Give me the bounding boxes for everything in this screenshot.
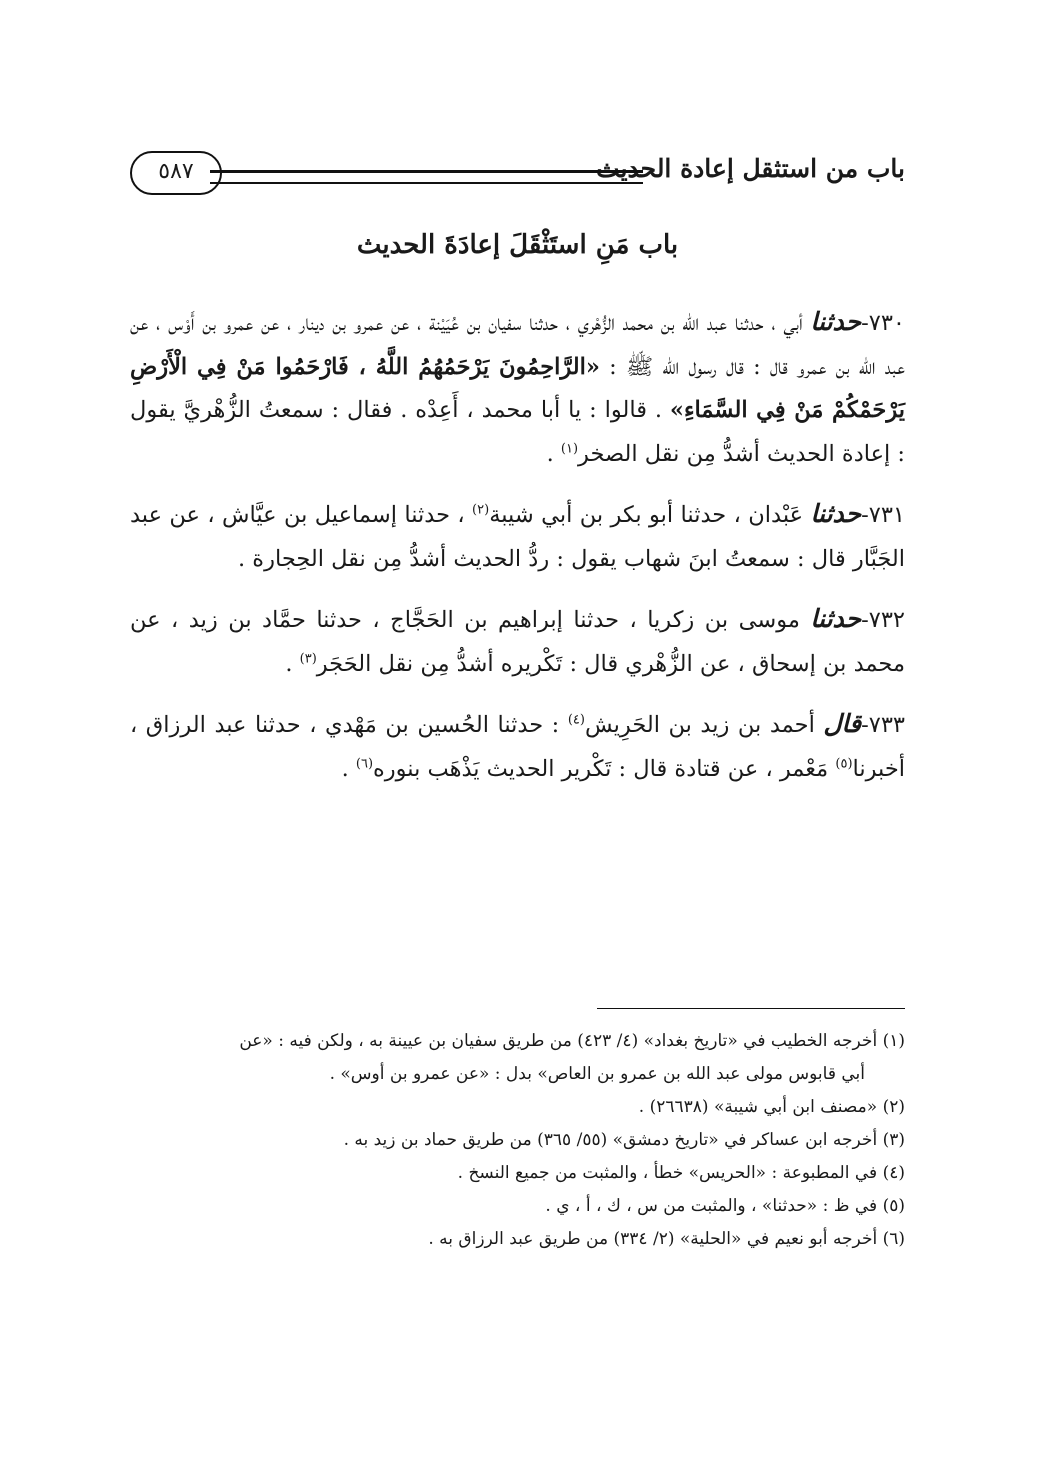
footnote [130, 1223, 905, 1256]
footnote-marker: (٤) [882, 1163, 905, 1183]
chapter-title: باب مَنِ استَثْقَلَ إعادَةَ الحديث [356, 230, 679, 260]
hadith-lead-word: حدثنا [810, 499, 862, 528]
hadith-text: ، حدثنا إسماعيل بن عيَّاش ، عن عبد الجَبَّار قال : سمعتُ ابنَ شهاب يقول : ردُّ الحديث أشدُّ مِن نقل الحِجارة . [130, 502, 905, 572]
footnote-ref: (٢) [472, 502, 490, 518]
hadith-text: . [341, 755, 356, 782]
footnote [130, 1190, 905, 1223]
hadith-text: . [546, 440, 561, 467]
footnote [130, 1157, 905, 1190]
running-header [130, 148, 905, 198]
page-number: ٥٨٧ [158, 159, 194, 184]
hadith-number: ٧٣٣- [861, 712, 905, 738]
hadith-text: موسى بن زكريا ، حدثنا إبراهيم بن الحَجَّاج ، حدثنا حمَّاد بن زيد ، عن محمد بن إسحاق ، عن الزُّهْري قال : تَكْريره أشدُّ مِن نقل الحَجَر [130, 607, 905, 677]
footnote-marker: (٥) [882, 1196, 905, 1216]
hadith-lead-word: قال [823, 709, 862, 738]
hadith-number: ٧٣٠- [861, 310, 905, 336]
footnote-marker: (٣) [882, 1130, 905, 1150]
footnote-marker: (١) [882, 1031, 905, 1051]
footnotes [130, 1025, 905, 1256]
hadith-lead-word: حدثنا [810, 307, 862, 336]
footnote-text: أخرجه الخطيب في «تاريخ بغداد» (٤/ ٤٢٣) من طريق سفيان بن عيينة به ، ولكن فيه : «عن [239, 1031, 883, 1051]
hadith-text: : حدثنا الحُسين بن مَهْدي ، حدثنا عبد الرزاق ، أخبرنا [130, 712, 905, 782]
hadith-text: مَعْمر ، عن قتادة قال : تَكْرير الحديث يَذْهَب بنوره [373, 755, 836, 782]
footnote-ref: (٤) [567, 712, 585, 728]
main-text [130, 300, 905, 807]
hadith-text: عَبْدان ، حدثنا أبو بكر بن أبي شيبة [489, 502, 811, 528]
footnote [130, 1124, 905, 1157]
footnote-ref: (١) [560, 441, 579, 456]
page-number-badge [130, 151, 222, 195]
footnote-marker: (٢) [882, 1097, 905, 1117]
hadith-text: أحمد بن زيد بن الحَرِيش [584, 712, 824, 738]
footnote [130, 1091, 905, 1124]
header-rule [210, 170, 643, 184]
footnote [130, 1025, 905, 1058]
footnote-text: في المطبوعة : «الحريس» خطأ ، والمثبت من جميع النسخ . [457, 1163, 883, 1183]
footnote-continuation: أبي قابوس مولى عبد الله بن عمرو بن العاص» بدل : «عن عمرو بن أوس» . [329, 1064, 865, 1084]
hadith-number: ٧٣٢- [861, 607, 905, 633]
hadith-text: . قالوا : يا أبا محمد ، أَعِدْه . فقال : سمعتُ الزُّهْريَّ يقول : إعادة الحديث أشدُّ مِن نقل الصخر [130, 397, 905, 467]
hadith-paragraph [130, 492, 905, 581]
footnote-separator [597, 1008, 905, 1009]
hadith-text: أبي ، حدثنا عبد الله بن محمد الزُّهْري ، حدثنا سفيان بن عُيَيْنة ، عن عمرو بن دينار ، عن عمرو بن أَوْس ، عن عبد الله بن عمرو قال : قال رسول الله ﷺ : [130, 310, 905, 380]
footnote-text: «مصنف ابن أبي شيبة» (٢٦٦٣٨) . [638, 1097, 883, 1117]
hadith-paragraph [130, 300, 905, 476]
footnote-ref: (٦) [355, 756, 374, 771]
footnote-text: أخرجه ابن عساكر في «تاريخ دمشق» (٥٥/ ٣٦٥) من طريق حماد بن زيد به . [343, 1130, 883, 1150]
footnote-ref: (٥) [835, 756, 853, 771]
prophetic-quote: «الرَّاحِمُونَ يَرْحَمُهُمُ اللَّهُ ، فَارْحَمُوا مَنْ فِي الْأَرْضِ يَرْحَمْكُمْ مَنْ فِي السَّمَاءِ» [130, 353, 905, 423]
running-title: باب من استثقل إعادة الحديث [596, 154, 905, 183]
hadith-text: . [285, 650, 300, 677]
footnote-text: في ظ : «حدثنا» ، والمثبت من س ، ك ، أ ، ي . [545, 1196, 883, 1216]
hadith-number: ٧٣١- [861, 502, 906, 528]
footnote-ref: (٣) [299, 651, 317, 666]
footnote-text: أخرجه أبو نعيم في «الحلية» (٢/ ٣٣٤) من طريق عبد الرزاق به . [428, 1229, 883, 1249]
hadith-lead-word: حدثنا [810, 604, 862, 633]
hadith-paragraph [130, 702, 905, 791]
hadith-paragraph [130, 597, 905, 686]
footnote-marker: (٦) [882, 1229, 905, 1249]
